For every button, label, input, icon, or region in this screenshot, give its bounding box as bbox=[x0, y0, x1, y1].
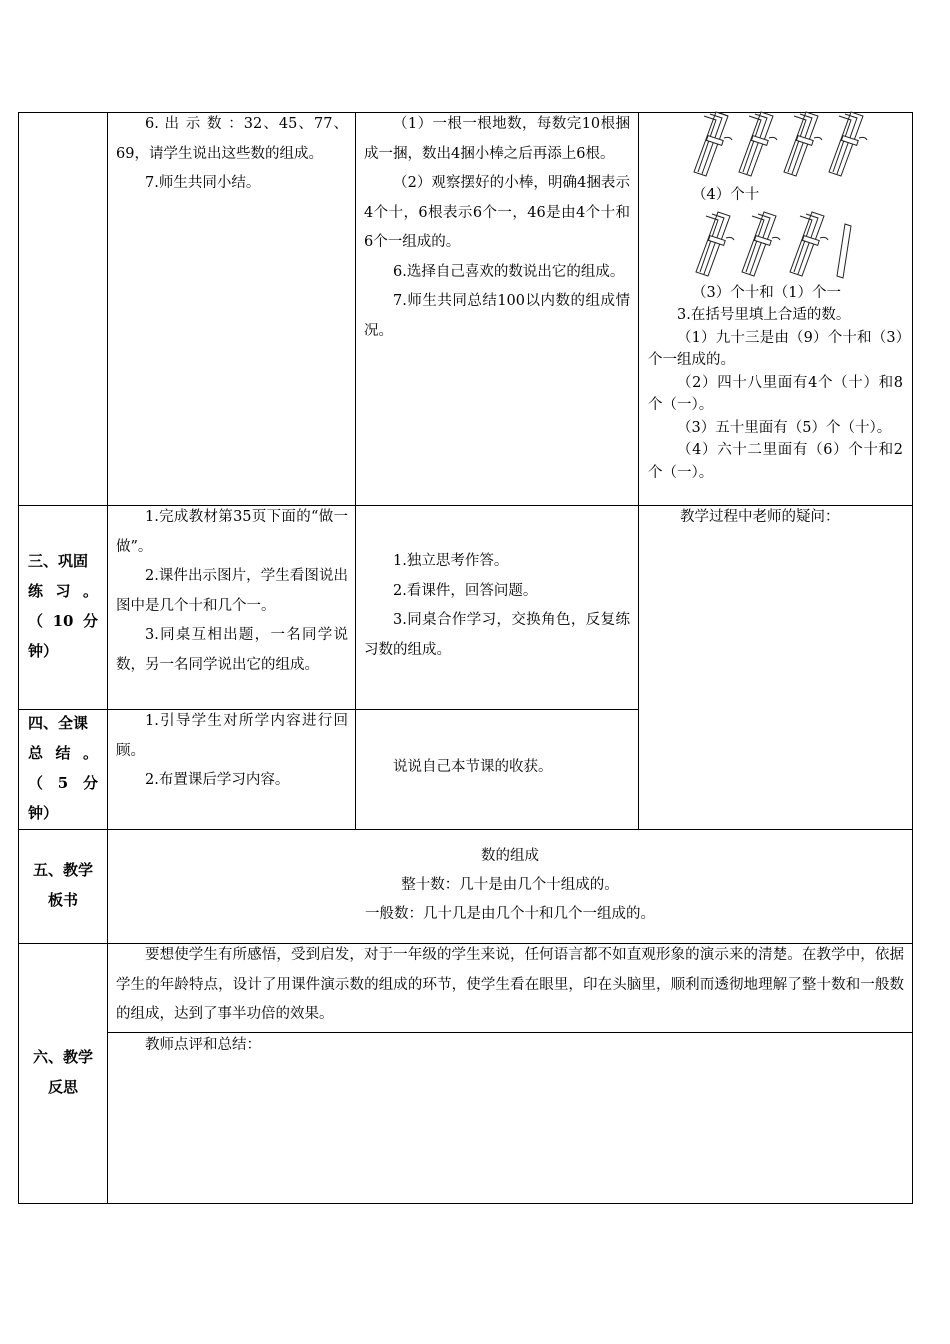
row1-teacher-cell bbox=[116, 110, 348, 199]
teacher-summary-1: 1.引导学生对所学内容进行回顾。 bbox=[116, 713, 348, 759]
exercise-caption-1: （4）个十 bbox=[692, 187, 760, 203]
exercise-item-3: （3）五十里面有（5）个（十）。 bbox=[677, 419, 892, 436]
teacher-practice-1: 1.完成教材第35页下面的“做一做”。 bbox=[116, 509, 348, 555]
student-summary: 说说自己本节课的收获。 bbox=[393, 759, 553, 775]
board-line-2: 一般数：几十几是由几个十和几个一组成的。 bbox=[365, 906, 655, 922]
column-divider-3 bbox=[638, 112, 639, 829]
teacher-step-7: 7.师生共同小结。 bbox=[145, 175, 261, 191]
row4-label bbox=[22, 855, 104, 915]
row3-label bbox=[28, 708, 98, 828]
row2-label-line: 三、巩固 bbox=[28, 552, 89, 570]
row1-student-cell bbox=[364, 110, 630, 346]
row3-label-line: 四、全课 bbox=[28, 714, 89, 732]
student-step-7: 7.师生共同总结100以内数的组成情况。 bbox=[364, 293, 630, 339]
row5-label-line: 六、教学 bbox=[32, 1048, 93, 1066]
board-line-1: 整十数：几十是由几个十组成的。 bbox=[401, 877, 619, 893]
student-step-2: （2）观察摆好的小棒，明确4捆表示4个十，6根表示6个一，46是由4个十和6个一组成的。 bbox=[364, 175, 630, 250]
table-left-border bbox=[18, 112, 19, 1204]
stick-bundles-image-2 bbox=[692, 210, 882, 280]
exercise-caption-2: （3）个十和（1）个一 bbox=[692, 285, 841, 301]
teacher-summary-2: 2.布置课后学习内容。 bbox=[145, 772, 290, 788]
row3-label-line: 总 结 。 bbox=[28, 744, 98, 762]
row3-student-cell bbox=[364, 753, 630, 783]
teacher-question-note: 教学过程中老师的疑问： bbox=[680, 509, 840, 525]
teacher-step-6: 6. 出 示 数 ：32、45、77、69，请学生说出这些数的组成。 bbox=[116, 116, 348, 162]
stick-bundles-image-1 bbox=[684, 110, 874, 180]
student-practice-2: 2.看课件，回答问题。 bbox=[393, 582, 538, 599]
student-practice-1: 1.独立思考作答。 bbox=[393, 553, 509, 569]
bundle-icon bbox=[694, 112, 867, 176]
teacher-comment-label bbox=[116, 1031, 904, 1061]
table-right-border bbox=[912, 112, 913, 1204]
student-practice-3: 3.同桌合作学习，交换角色，反复练习数的组成。 bbox=[364, 612, 630, 658]
teacher-practice-2: 2.课件出示图片，学生看图说出图中是几个十和几个一。 bbox=[116, 568, 348, 614]
column-divider-1 bbox=[107, 112, 108, 1204]
row3-label-line: （ 5 分 bbox=[28, 774, 98, 792]
row3-label-line: 钟） bbox=[28, 804, 59, 822]
row-divider-3 bbox=[18, 829, 913, 830]
teacher-practice-3: 3.同桌互相出题，一名同学说数，另一名同学说出它的组成。 bbox=[116, 627, 348, 673]
exercise-block bbox=[648, 304, 903, 484]
exercise-heading: 3.在括号里填上合适的数。 bbox=[677, 307, 851, 323]
row2-label-line: （ 10 分 bbox=[28, 612, 98, 630]
row2-student-cell bbox=[364, 547, 630, 665]
blackboard-design bbox=[108, 842, 912, 929]
row3-teacher-cell bbox=[116, 707, 348, 796]
row2-label-line: 练 习 。 bbox=[28, 582, 98, 600]
reflection-text bbox=[116, 941, 904, 1030]
exercise-item-1: （1）九十三是由（9）个十和（3）个一组成的。 bbox=[648, 329, 903, 368]
row5-label bbox=[22, 1042, 104, 1102]
table-bottom-border bbox=[18, 1203, 913, 1204]
board-title: 数的组成 bbox=[481, 848, 539, 864]
bundle-icon bbox=[696, 212, 851, 278]
exercise-item-4: （4）六十二里面有（6）个十和2个（一）。 bbox=[648, 442, 903, 481]
row2-teacher-cell bbox=[116, 503, 348, 680]
row5-label-line: 反思 bbox=[47, 1078, 78, 1096]
row2-label bbox=[28, 546, 98, 666]
reflection-paragraph: 要想使学生有所感悟，受到启发，对于一年级的学生来说，任何语言都不如直观形象的演示来的清楚。在教学中，依据学生的年龄特点，设计了用课件演示数的组成的环节，使学生看在眼里，印在头脑里，顺利而透彻地理解了整十数和一般数的组成，达到了事半功倍的效果。 bbox=[116, 947, 904, 1022]
row2-label-line: 钟） bbox=[28, 642, 59, 660]
comment-label: 教师点评和总结： bbox=[145, 1037, 261, 1053]
row4-label-line: 板书 bbox=[47, 891, 78, 909]
exercise-item-2: （2）四十八里面有4个（十）和8个（一）。 bbox=[648, 374, 903, 413]
student-step-6: 6.选择自己喜欢的数说出它的组成。 bbox=[393, 263, 625, 280]
column-divider-2 bbox=[355, 112, 356, 829]
student-step-1: （1）一根一根地数，每数完10根捆成一捆，数出4捆小棒之后再添上6根。 bbox=[364, 116, 630, 162]
row4-label-line: 五、教学 bbox=[32, 861, 93, 879]
